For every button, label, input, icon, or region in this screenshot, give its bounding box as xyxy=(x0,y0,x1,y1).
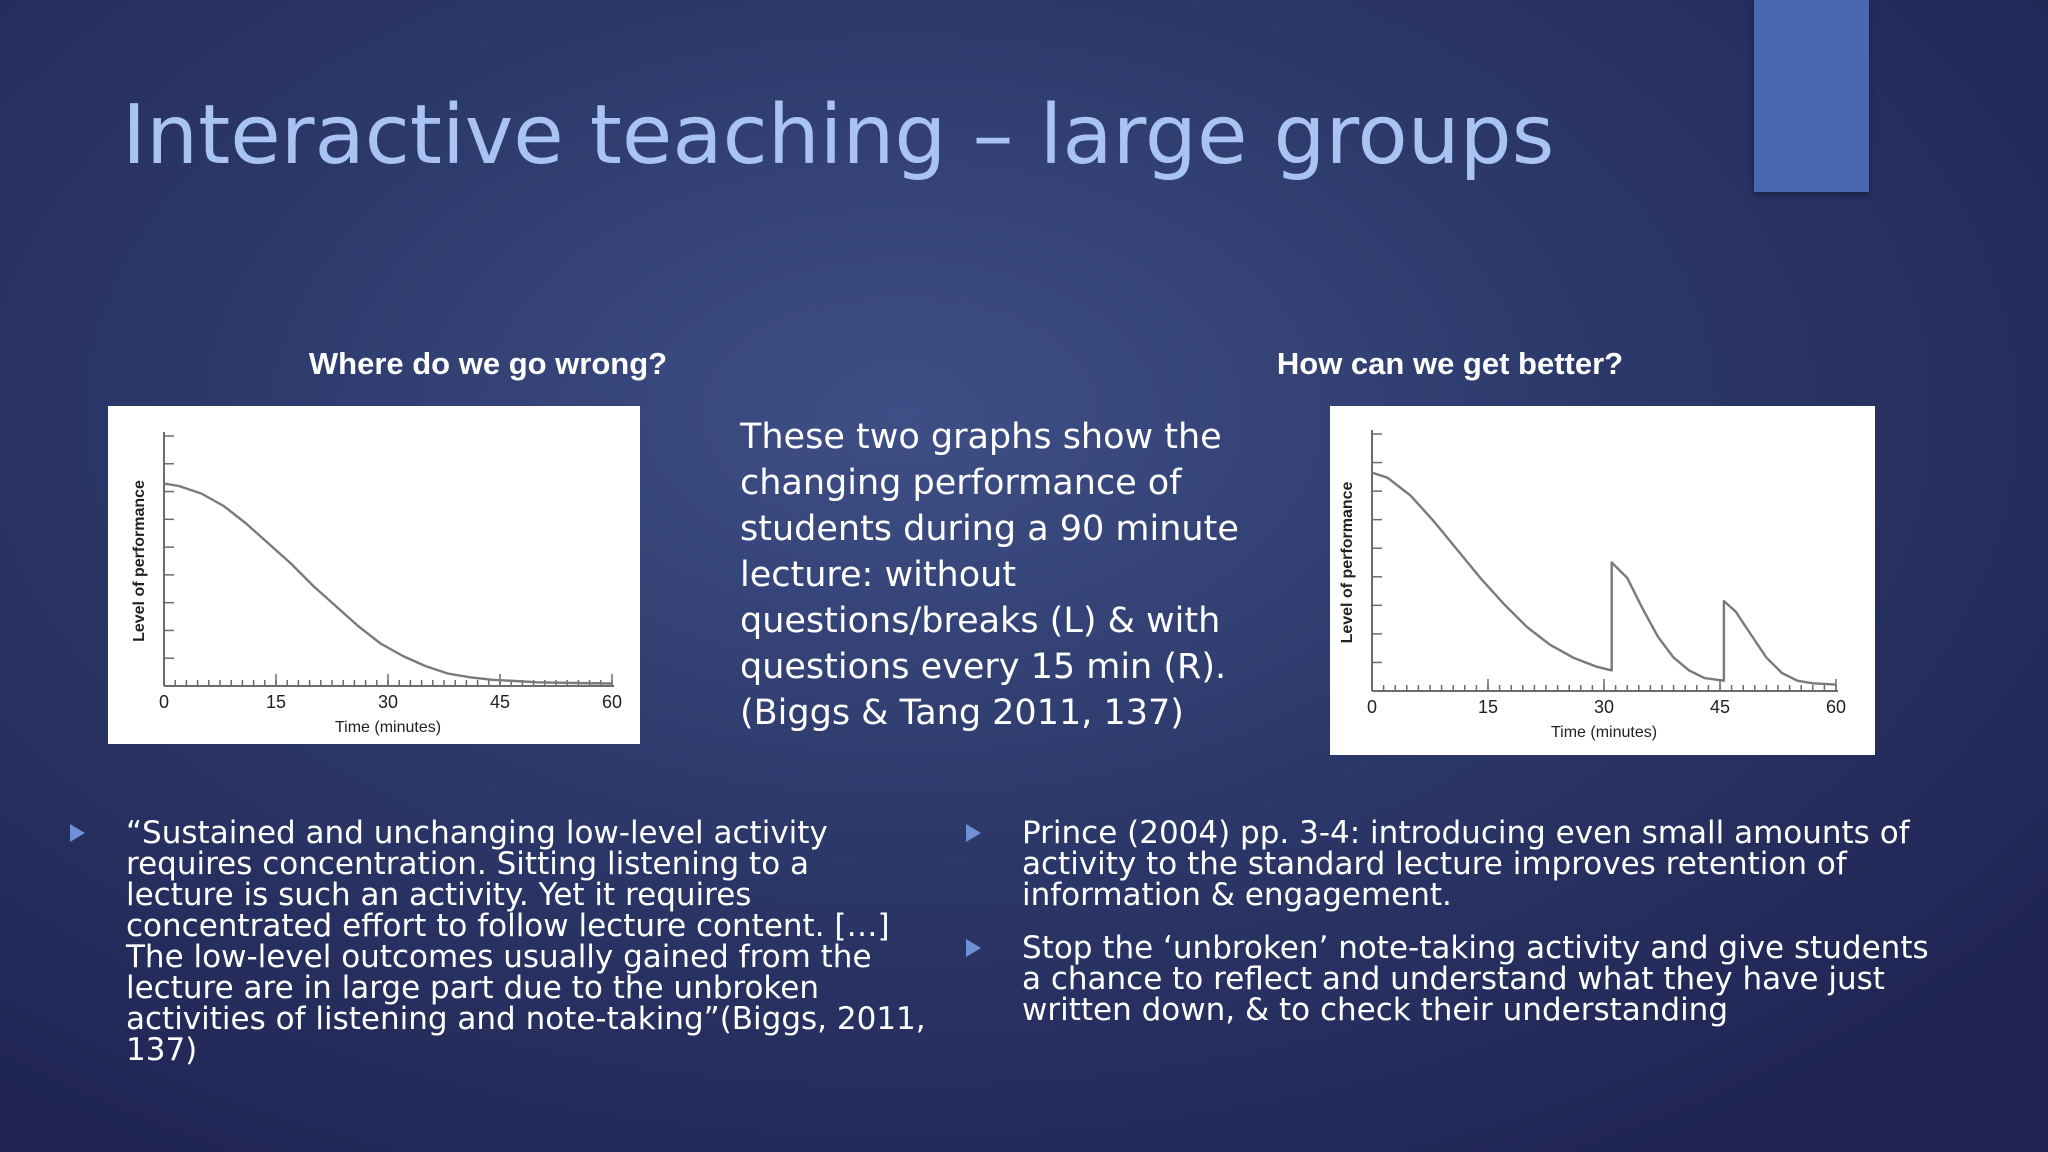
left-graph-x-tick-label: 0 xyxy=(158,692,170,712)
right-graph xyxy=(1330,406,1875,755)
left-graph-x-tick-label: 45 xyxy=(489,692,511,712)
right-graph-series-line xyxy=(1372,473,1836,685)
left-graph-x-tick-label: 30 xyxy=(377,692,399,712)
bullet-item xyxy=(962,815,1942,913)
right-graph-x-tick-label: 45 xyxy=(1709,697,1731,717)
left-graph-heading: Where do we go wrong? xyxy=(308,346,668,381)
bullet-arrow-icon xyxy=(966,939,981,957)
right-bullet-list xyxy=(962,815,1942,1048)
right-graph-x-tick-label: 30 xyxy=(1593,697,1615,717)
left-graph-y-axis-label: Level of performance xyxy=(131,480,148,642)
left-graph-x-axis-label: Time (minutes) xyxy=(334,719,442,736)
right-graph-svg xyxy=(1330,406,1875,755)
bullet-item xyxy=(66,815,926,1068)
bullet-arrow-icon xyxy=(966,824,981,842)
right-graph-x-axis-label: Time (minutes) xyxy=(1550,724,1658,741)
bullet-text: Prince (2004) pp. 3-4: introducing even small amounts of activity to the standard lecture improves retention of information & engagement. xyxy=(1022,815,1910,913)
right-graph-x-tick-label: 60 xyxy=(1825,697,1847,717)
left-graph-x-tick-label: 15 xyxy=(265,692,287,712)
left-graph xyxy=(108,406,640,744)
accent-bar xyxy=(1754,0,1869,192)
left-graph-series-line xyxy=(164,484,612,684)
left-bullet-list xyxy=(66,815,926,1088)
graphs-caption: These two graphs show the changing performance of students during a 90 minute lecture: without questions/breaks (L) & with questions every 15 min (R). (Biggs & Tang 2011, 137) xyxy=(740,417,1239,733)
bullet-arrow-icon xyxy=(70,824,85,842)
left-graph-x-tick-label: 60 xyxy=(601,692,623,712)
bullet-text: Stop the ‘unbroken’ note-taking activity and give students a chance to reflect and understand what they have just written down, & to check their understanding xyxy=(1022,930,1929,1028)
bullet-item xyxy=(962,930,1942,1028)
right-graph-x-tick-label: 15 xyxy=(1477,697,1499,717)
left-graph-svg xyxy=(108,406,640,744)
slide-title: Interactive teaching – large groups xyxy=(122,88,1555,183)
right-graph-y-axis-label: Level of performance xyxy=(1339,481,1356,644)
bullet-text: “Sustained and unchanging low-level activity requires concentration. Sitting listening to a lecture is such an activity. Yet it requires concentrated effort to follow lecture content. […] The low-level outcomes usually gained from the lecture are in large part due to the unbroken activities of listening and note-taking”(Biggs, 2011, 137) xyxy=(126,815,926,1068)
right-graph-x-tick-label: 0 xyxy=(1366,697,1378,717)
right-graph-heading: How can we get better? xyxy=(1276,346,1624,381)
